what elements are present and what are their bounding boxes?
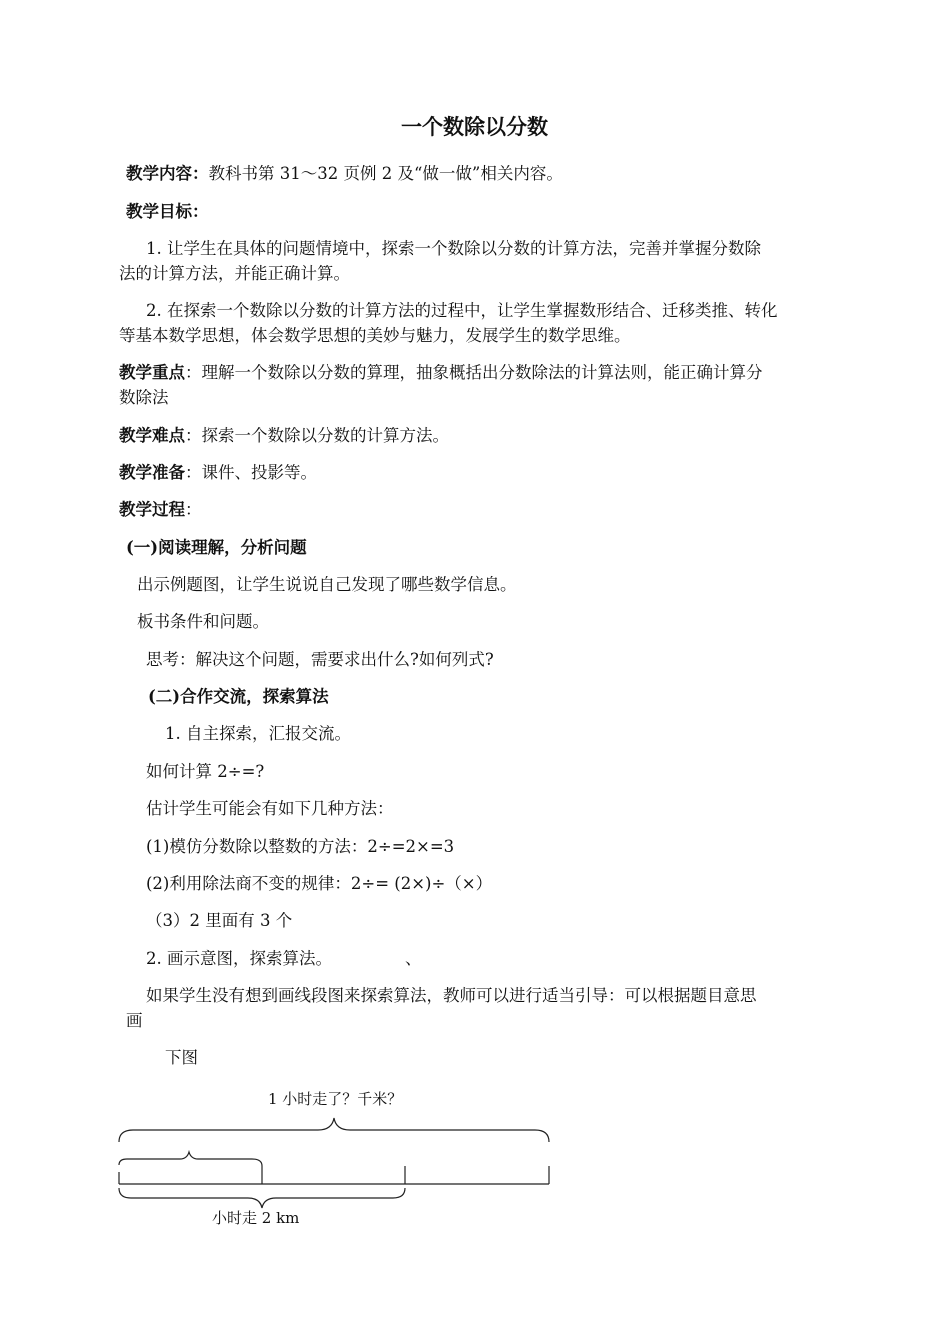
goal-1-line-2: 法的计算方法，并能正确计算。 bbox=[119, 264, 350, 283]
section-1-paragraph-3: 思考：解决这个问题，需要求出什么?如何列式? bbox=[146, 650, 494, 669]
section-2-paragraph-8-line-2: 画 bbox=[126, 1011, 143, 1030]
first-part-brace bbox=[119, 1152, 262, 1166]
section-2-paragraph-6: （3）2 里面有 3 个 bbox=[146, 911, 293, 930]
goal-2-line-1: 2. 在探索一个数除以分数的计算方法的过程中，让学生掌握数形结合、迁移类推、转化 bbox=[146, 301, 778, 320]
preparation-label: 教学准备 bbox=[119, 463, 185, 482]
section-1-heading: (一)阅读理解，分析问题 bbox=[126, 538, 307, 557]
diagram-bottom-label: 小时走 2 km bbox=[212, 1209, 300, 1227]
key-point-text: ：理解一个数除以分数的算理，抽象概括出分数除法的计算法则，能正确计算分 bbox=[185, 363, 763, 382]
teaching-content-label: 教学内容： bbox=[126, 164, 209, 183]
difficulty-text: ：探索一个数除以分数的计算方法。 bbox=[185, 426, 449, 445]
section-1-paragraph-1: 出示例题图，让学生说说自己发现了哪些数学信息。 bbox=[137, 575, 517, 594]
section-2-paragraph-9: 下图 bbox=[165, 1048, 198, 1067]
preparation-text: ：课件、投影等。 bbox=[185, 463, 317, 482]
section-2-paragraph-5: (2)利用除法商不变的规律：2÷= (2×)÷（×） bbox=[146, 874, 493, 893]
section-2-paragraph-8-line-1: 如果学生没有想到画线段图来探索算法，教师可以进行适当引导：可以根据题目意思 bbox=[146, 986, 757, 1005]
goal-2-line-2: 等基本数学思想，体会数学思想的美妙与魅力，发展学生的数学思维。 bbox=[119, 326, 631, 345]
section-2-paragraph-3: 估计学生可能会有如下几种方法： bbox=[146, 799, 394, 818]
section-2-paragraph-7: 2. 画示意图，探索算法。 bbox=[146, 949, 332, 968]
key-point-label: 教学重点 bbox=[119, 363, 185, 382]
teaching-content-text: 教科书第 31～32 页例 2 及“做一做”相关内容。 bbox=[208, 164, 563, 183]
process-label-suffix: ： bbox=[185, 500, 202, 519]
key-point-line-2: 数除法 bbox=[119, 388, 169, 407]
difficulty-label: 教学难点 bbox=[119, 426, 185, 445]
section-1-paragraph-2: 板书条件和问题。 bbox=[137, 612, 269, 631]
goal-1-line-1: 1. 让学生在具体的问题情境中，探索一个数除以分数的计算方法，完善并掌握分数除 bbox=[146, 239, 761, 258]
process-label: 教学过程 bbox=[119, 500, 185, 519]
section-2-heading: (二)合作交流，探索算法 bbox=[148, 687, 329, 706]
section-2-paragraph-7-mark: 、 bbox=[405, 949, 422, 968]
diagram-top-label: 1 小时走了？千米？ bbox=[268, 1090, 403, 1108]
two-parts-brace bbox=[119, 1188, 405, 1208]
teaching-goals-label: 教学目标： bbox=[126, 202, 209, 221]
section-2-paragraph-4: (1)模仿分数除以整数的方法：2÷=2×=3 bbox=[146, 837, 455, 856]
page-title: 一个数除以分数 bbox=[401, 115, 548, 139]
whole-distance-brace bbox=[119, 1118, 549, 1142]
section-2-paragraph-2: 如何计算 2÷=? bbox=[146, 762, 265, 781]
section-2-paragraph-1: 1. 自主探索，汇报交流。 bbox=[165, 724, 351, 743]
